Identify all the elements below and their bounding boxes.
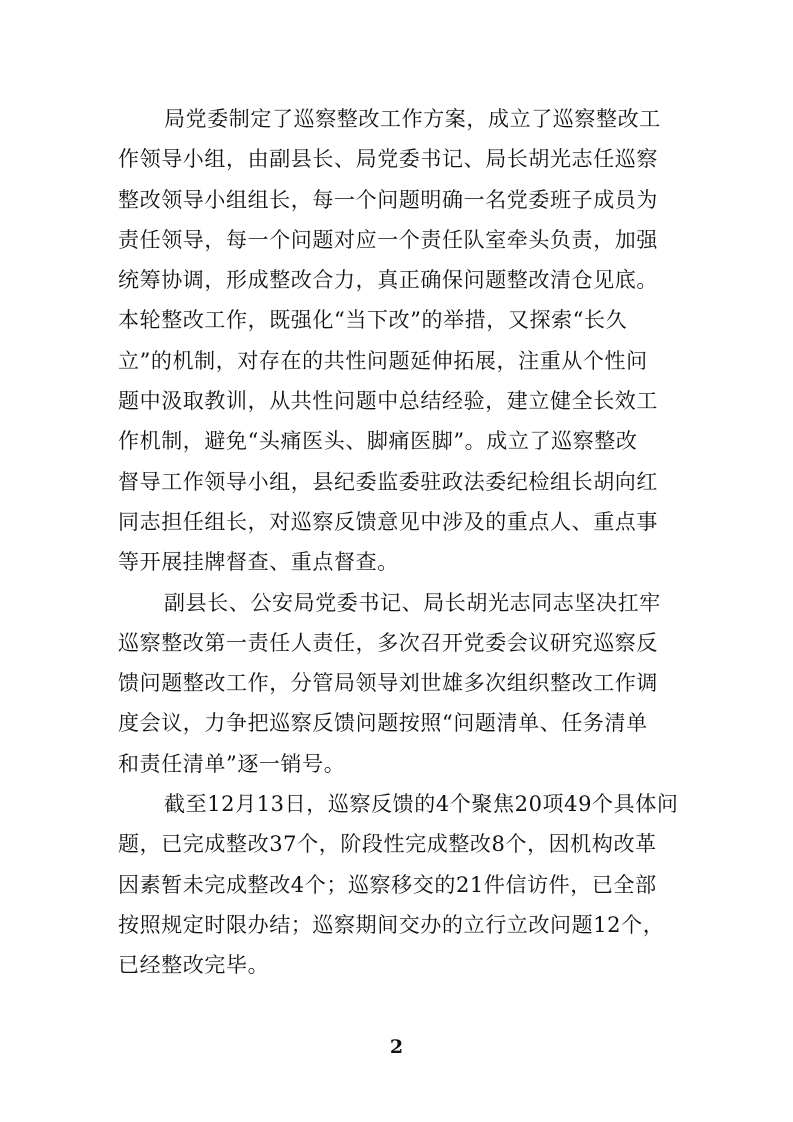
text-line: 度会议，力争把巡察反馈问题按照“问题清单、任务清单 [118, 711, 648, 736]
text-line: 和责任清单”逐一销号。 [118, 751, 346, 776]
text-line: 等开展挂牌督查、重点督查。 [118, 550, 399, 575]
text-line: 责任领导，每一个问题对应一个责任队室牵头负责，加强 [118, 227, 658, 252]
text-line: 题，已完成整改37个，阶段性完成整改8个，因机构改革 [118, 832, 657, 857]
text-line: 本轮整改工作，既强化“当下改”的举措，又探索“长久 [118, 308, 628, 333]
text-line: 督导工作领导小组，县纪委监委驻政法委纪检组长胡向红 [118, 469, 658, 494]
text-line: 作领导小组，由副县长、局党委书记、局长胡光志任巡察 [118, 147, 658, 172]
text-line: 按照规定时限办结；巡察期间交办的立行立改问题12个， [118, 912, 665, 937]
text-line: 巡察整改第一责任人责任，多次召开党委会议研究巡察反 [118, 630, 658, 655]
paragraph-2 [118, 583, 681, 784]
page-number: 2 [389, 1036, 404, 1058]
text-line: 同志担任组长，对巡察反馈意见中涉及的重点人、重点事 [118, 509, 658, 534]
paragraph-3 [118, 784, 681, 985]
text-line: 因素暂未完成整改4个；巡察移交的21件信访件，已全部 [118, 872, 657, 897]
paragraph-1 [118, 99, 681, 583]
text-line: 副县长、公安局党委书记、局长胡光志同志坚决扛牢 [164, 590, 661, 615]
text-line: 馈问题整改工作，分管局领导刘世雄多次组织整改工作调 [118, 671, 658, 696]
text-line: 统筹协调，形成整改合力，真正确保问题整改清仓见底。 [118, 268, 658, 293]
text-line: 题中汲取教训，从共性问题中总结经验，建立健全长效工 [118, 389, 658, 414]
body-text [118, 99, 681, 986]
text-line: 立”的机制，对存在的共性问题延伸拓展，注重从个性问 [118, 348, 648, 373]
text-line: 已经整改完毕。 [118, 953, 270, 978]
text-line: 局党委制定了巡察整改工作方案，成立了巡察整改工 [164, 107, 661, 131]
text-line: 作机制，避免“头痛医头、脚痛医脚”。成立了巡察整改 [118, 429, 638, 454]
text-line: 截至12月13日，巡察反馈的4个聚焦20项49个具体问 [164, 792, 679, 817]
text-line: 整改领导小组组长，每一个问题明确一名党委班子成员为 [118, 187, 658, 212]
